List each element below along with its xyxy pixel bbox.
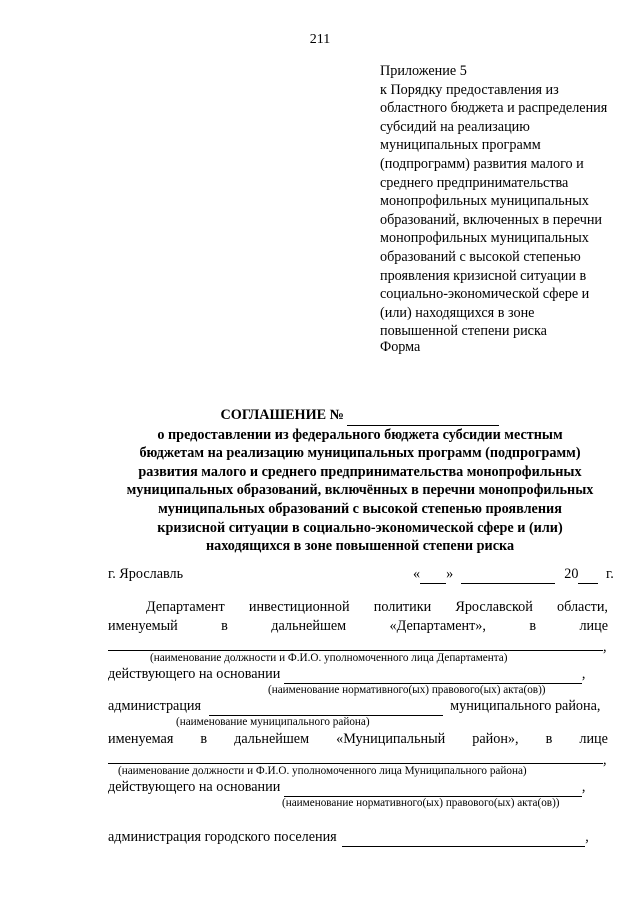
appendix-line: областного бюджета и распределения bbox=[380, 100, 608, 117]
agreement-title bbox=[100, 406, 620, 556]
caption-act: (наименование нормативного(ых) правового(ых) акта(ов)) bbox=[268, 684, 546, 696]
title-line: кризисной ситуации в социально-экономической сфере и (или) bbox=[157, 519, 563, 536]
date-group bbox=[413, 566, 614, 584]
administration-label: администрация bbox=[108, 698, 202, 714]
word: в bbox=[221, 618, 228, 634]
word: области, bbox=[556, 599, 608, 615]
title-line: развития малого и среднего предпринимательства монопрофильных bbox=[138, 463, 582, 480]
word: в bbox=[200, 731, 208, 747]
acting-basis-label: действующего на основании bbox=[108, 666, 281, 682]
year-prefix: 20 bbox=[564, 566, 579, 582]
appendix-line: муниципальных программ bbox=[380, 137, 541, 154]
word: Ярославской bbox=[455, 599, 533, 615]
form-label: Форма bbox=[380, 339, 421, 355]
word: политики bbox=[373, 599, 432, 615]
comma: , bbox=[603, 639, 607, 655]
word: лице bbox=[579, 618, 608, 634]
year-field[interactable] bbox=[578, 566, 598, 584]
word: именуемый bbox=[108, 618, 178, 634]
comma: , bbox=[585, 829, 589, 845]
appendix-line: монопрофильных муниципальных bbox=[380, 230, 589, 247]
city-settlement-field[interactable] bbox=[342, 829, 585, 847]
place-date-row bbox=[108, 566, 614, 583]
word: район», bbox=[472, 731, 519, 747]
word: «Департамент», bbox=[389, 618, 486, 634]
appendix-line: субсидий на реализацию bbox=[380, 118, 530, 135]
appendix-line: Приложение 5 bbox=[380, 63, 467, 79]
title-line: муниципальных образований, включённых в перечни монопрофильных bbox=[126, 482, 594, 499]
month-field[interactable] bbox=[461, 566, 555, 584]
city-label: г. Ярославль bbox=[108, 566, 184, 582]
word: в bbox=[545, 731, 553, 747]
appendix-block bbox=[380, 62, 630, 341]
word: дальнейшем bbox=[271, 618, 347, 634]
title-line: муниципальных образований с высокой степенью проявления bbox=[158, 500, 562, 517]
agreement-heading bbox=[100, 406, 620, 426]
caption-dept-official: (наименование должности и Ф.И.О. уполномоченного лица Департамента) bbox=[150, 652, 508, 664]
acting-basis-field-2[interactable] bbox=[284, 779, 582, 797]
dept-line-2 bbox=[108, 618, 608, 635]
comma: , bbox=[603, 752, 607, 768]
district-named-row bbox=[108, 731, 608, 748]
administration-row bbox=[108, 698, 608, 716]
city-settlement-label: администрация городского поселения bbox=[108, 829, 337, 845]
page-number: 211 bbox=[309, 32, 331, 47]
date-quote-open: « bbox=[413, 566, 421, 582]
word: именуемая bbox=[108, 731, 174, 747]
acting-basis-row-2 bbox=[108, 779, 608, 797]
caption-district-official: (наименование должности и Ф.И.О. уполномоченного лица Муниципального района) bbox=[118, 765, 527, 777]
word: лице bbox=[579, 731, 608, 747]
word: инвестиционной bbox=[248, 599, 350, 615]
comma: , bbox=[581, 779, 586, 795]
caption-act-2: (наименование нормативного(ых) правового(ых) акта(ов)) bbox=[282, 797, 560, 809]
word: дальнейшем bbox=[234, 731, 310, 747]
municipal-district-suffix: муниципального района, bbox=[450, 698, 601, 714]
appendix-line: образований, включенных в перечни bbox=[380, 211, 603, 228]
caption-district: (наименование муниципального района) bbox=[176, 716, 370, 728]
word: Департамент bbox=[146, 599, 225, 615]
word: «Муниципальный bbox=[336, 731, 446, 747]
date-quote-close: » bbox=[446, 566, 454, 582]
agreement-heading-text: СОГЛАШЕНИЕ № bbox=[220, 407, 344, 423]
comma: , bbox=[581, 666, 586, 682]
appendix-line: монопрофильных муниципальных bbox=[380, 193, 589, 210]
word: в bbox=[529, 618, 537, 634]
appendix-line: (подпрограмм) развития малого и bbox=[380, 155, 584, 172]
appendix-line: среднего предпринимательства bbox=[380, 174, 569, 191]
acting-basis-label: действующего на основании bbox=[108, 779, 281, 795]
title-line: бюджетам на реализацию муниципальных программ (подпрограмм) bbox=[139, 445, 581, 462]
appendix-line: (или) находящихся в зоне bbox=[380, 304, 535, 321]
agreement-number-field[interactable] bbox=[347, 406, 499, 426]
year-suffix: г. bbox=[606, 566, 614, 582]
district-official-field[interactable] bbox=[108, 747, 603, 764]
appendix-line: образований с высокой степенью bbox=[380, 248, 581, 265]
title-line: находящихся в зоне повышенной степени риска bbox=[205, 538, 515, 555]
district-name-field[interactable] bbox=[209, 698, 443, 716]
acting-basis-field[interactable] bbox=[284, 666, 582, 684]
appendix-line: к Порядку предоставления из bbox=[380, 81, 559, 98]
appendix-line: социально-экономической сфере и bbox=[380, 286, 590, 303]
appendix-line: проявления кризисной ситуации в bbox=[380, 267, 587, 284]
day-field[interactable] bbox=[420, 566, 446, 584]
title-line: о предоставлении из федерального бюджета субсидии местным bbox=[157, 426, 563, 443]
appendix-line: повышенной степени риска bbox=[380, 323, 547, 340]
acting-basis-row bbox=[108, 666, 608, 684]
city-settlement-row bbox=[108, 829, 608, 847]
dept-line-1 bbox=[146, 599, 608, 616]
dept-official-field[interactable] bbox=[108, 634, 603, 651]
